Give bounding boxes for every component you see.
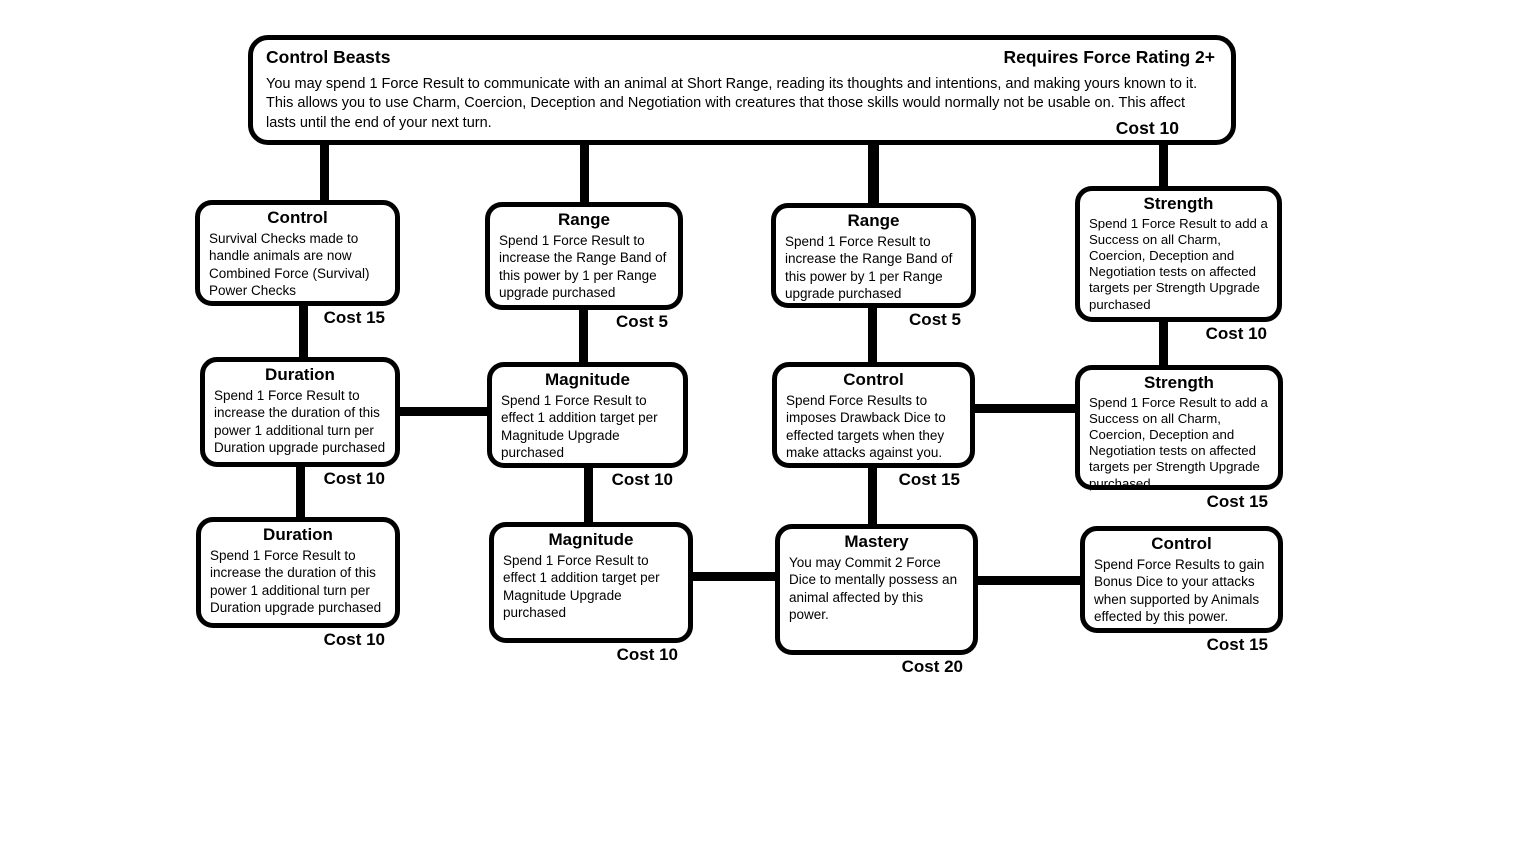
node-title: Strength bbox=[1144, 373, 1214, 392]
node-title: Magnitude bbox=[545, 370, 630, 389]
connector-line bbox=[320, 140, 329, 206]
connector-line bbox=[970, 404, 1080, 413]
node-body: Survival Checks made to handle animals are now Combined Force (Survival) Power Checks bbox=[209, 231, 370, 298]
node-cost: Cost 10 bbox=[616, 645, 678, 664]
power-cost: Cost 10 bbox=[1115, 118, 1179, 138]
connector-line bbox=[580, 140, 589, 208]
node-title: Control bbox=[843, 370, 904, 389]
power-requirement: Requires Force Rating 2+ bbox=[1003, 47, 1215, 67]
upgrade-node-strength-2 bbox=[1075, 365, 1283, 512]
node-body: Spend 1 Force Result to increase the Range Band of this power by 1 per Range upgrade purchased bbox=[785, 234, 953, 301]
node-title: Control bbox=[267, 208, 328, 227]
upgrade-node-duration-2 bbox=[196, 517, 400, 650]
node-body: Spend 1 Force Result to effect 1 addition target per Magnitude Upgrade purchased bbox=[503, 553, 660, 620]
upgrade-node-magnitude-1 bbox=[487, 362, 688, 490]
node-title: Mastery bbox=[844, 532, 909, 551]
node-body: Spend 1 Force Result to increase the duration of this power 1 additional turn per Duration upgrade purchased bbox=[214, 388, 386, 455]
root-power-box bbox=[248, 35, 1236, 145]
node-cost: Cost 5 bbox=[616, 312, 668, 331]
node-body: Spend Force Results to imposes Drawback Dice to effected targets when they make attacks against you. bbox=[786, 393, 946, 460]
node-title: Range bbox=[847, 211, 900, 230]
node-cost: Cost 10 bbox=[611, 470, 673, 489]
connector-line bbox=[1159, 140, 1168, 192]
node-title: Control bbox=[1151, 534, 1212, 553]
node-cost: Cost 10 bbox=[323, 630, 385, 649]
node-title: Strength bbox=[1143, 194, 1214, 213]
node-cost: Cost 15 bbox=[1206, 492, 1268, 511]
node-body: Spend 1 Force Result to increase the Range Band of this power by 1 per Range upgrade purchased bbox=[499, 233, 667, 300]
node-title: Duration bbox=[265, 365, 335, 384]
node-body: Spend 1 Force Result to increase the duration of this power 1 additional turn per Duration upgrade purchased bbox=[210, 548, 382, 615]
node-cost: Cost 15 bbox=[323, 308, 385, 327]
connector-line bbox=[396, 407, 492, 416]
upgrade-node-range-2 bbox=[771, 203, 976, 330]
node-body: Spend 1 Force Result to effect 1 addition target per Magnitude Upgrade purchased bbox=[501, 393, 658, 460]
root-power-box-frame bbox=[248, 35, 1236, 145]
node-cost: Cost 15 bbox=[1206, 635, 1268, 654]
connector-line bbox=[973, 576, 1085, 585]
connector-line bbox=[688, 572, 780, 581]
upgrade-node-strength-1 bbox=[1075, 186, 1282, 344]
power-title: Control Beasts bbox=[266, 47, 391, 67]
node-cost: Cost 10 bbox=[1205, 324, 1267, 343]
node-body: Spend Force Results to gain Bonus Dice to your attacks when supported by Animals effected by this power. bbox=[1094, 557, 1265, 624]
node-title: Range bbox=[558, 210, 610, 229]
connector-line bbox=[868, 140, 879, 209]
upgrade-node-range-1 bbox=[485, 202, 683, 332]
node-cost: Cost 20 bbox=[901, 657, 963, 676]
node-cost: Cost 10 bbox=[323, 469, 385, 488]
node-body: Spend 1 Force Result to add a Success on all Charm, Coercion, Deception and Negotiation tests on affected targets per Strength Upgrade purchased bbox=[1089, 395, 1268, 491]
node-body: You may Commit 2 Force Dice to mentally possess an animal affected by this power. bbox=[789, 555, 958, 622]
upgrade-node-control-1 bbox=[195, 200, 400, 328]
node-body: Spend 1 Force Result to add a Success on all Charm, Coercion, Deception and Negotiation tests on affected targets per Strength Upgrade purchased bbox=[1089, 216, 1268, 312]
upgrade-node-duration-1 bbox=[200, 357, 400, 489]
node-title: Magnitude bbox=[548, 530, 634, 549]
upgrade-node-control-3 bbox=[1080, 526, 1283, 655]
upgrade-node-mastery bbox=[775, 524, 978, 677]
upgrade-node-magnitude-2 bbox=[489, 522, 693, 665]
upgrade-node-control-2 bbox=[772, 362, 975, 490]
node-cost: Cost 15 bbox=[898, 470, 960, 489]
node-cost: Cost 5 bbox=[909, 310, 961, 329]
power-description: You may spend 1 Force Result to communicate with an animal at Short Range, reading its thoughts and intentions, and making yours known to it. This allows you to use Charm, Coercion, Deception and Negotiation with creatures that those skills would normally not be usable on. This affect lasts until the end of your next turn. bbox=[266, 76, 1198, 131]
node-title: Duration bbox=[263, 525, 333, 544]
